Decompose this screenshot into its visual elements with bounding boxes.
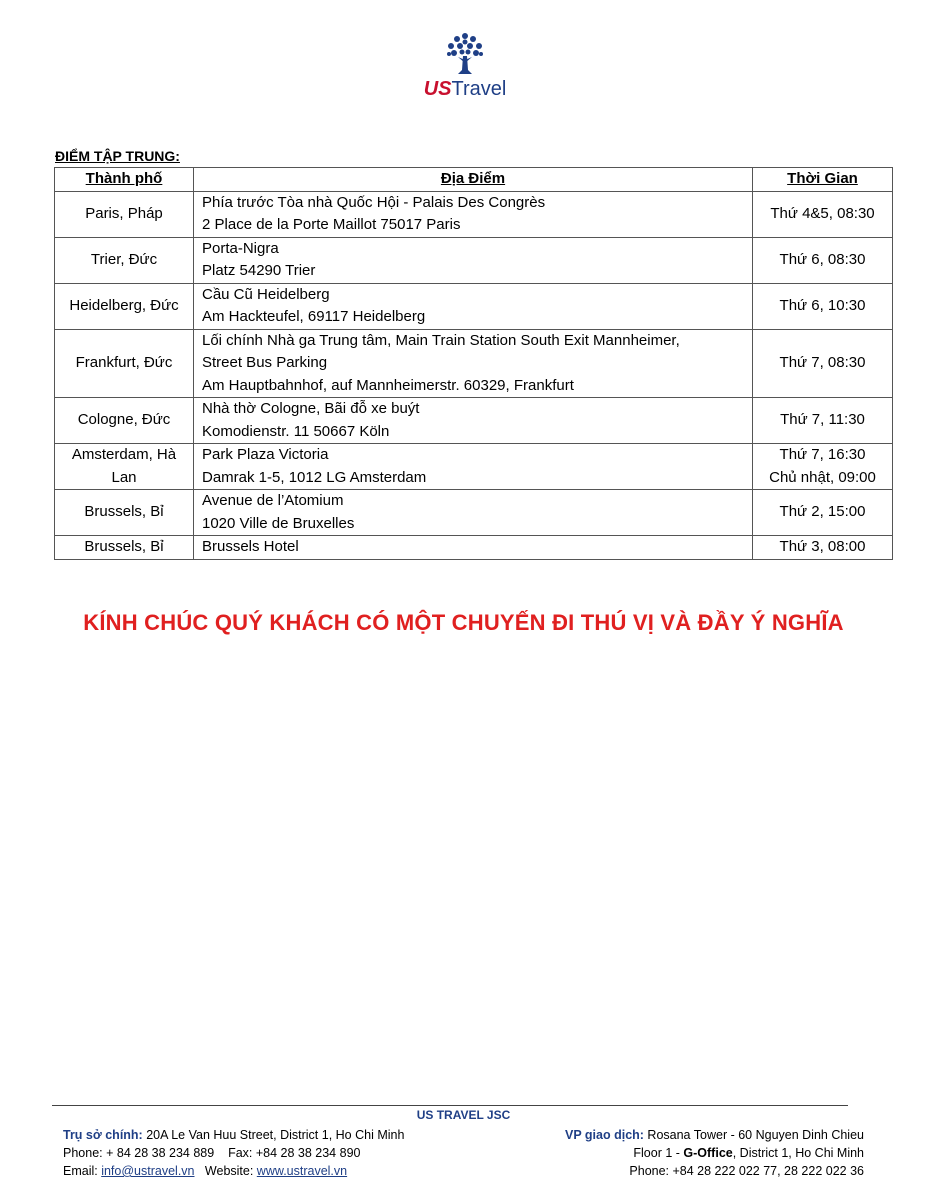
city-cell [55, 283, 194, 329]
table-row [55, 237, 893, 283]
website-link[interactable]: www.ustravel.vn [256, 1164, 348, 1178]
city-cell [55, 329, 194, 398]
logo-us-text: US [423, 78, 452, 100]
city-cell-line: Frankfurt, Đức [75, 354, 173, 371]
place-cell [194, 490, 753, 536]
table-row [55, 536, 893, 560]
time-cell-line: Thứ 2, 15:00 [779, 503, 866, 521]
table-row [55, 490, 893, 536]
place-cell-line: Platz 54290 Trier [202, 262, 316, 279]
city-cell [55, 398, 194, 444]
email-link[interactable]: info@ustravel.vn [101, 1164, 195, 1178]
place-cell [194, 191, 753, 237]
place-cell [194, 444, 753, 490]
closing-wish: KÍNH CHÚC QUÝ KHÁCH CÓ MỘT CHUYẾN ĐI THÚ VỊ VÀ ĐẦY Ý NGHĨA [83, 610, 844, 635]
website-label: Website: [194, 1164, 257, 1178]
time-cell-line: Chủ nhật, 09:00 [769, 468, 876, 486]
place-cell-line: Komodienstr. 11 50667 Köln [202, 422, 390, 440]
table-row [55, 191, 893, 237]
time-cell [753, 490, 893, 536]
head-office-label: Trụ sở chính: [63, 1128, 143, 1142]
city-cell [55, 444, 194, 490]
place-cell-line: Am Hackteufel, 69117 Heidelberg [202, 308, 426, 325]
footer-company: US TRAVEL JSC [416, 1108, 511, 1122]
place-cell-line: Phía trước Tòa nhà Quốc Hội - Palais Des Congrès [202, 193, 546, 211]
table-row [55, 398, 893, 444]
us-travel-logo [410, 30, 520, 102]
table-row [55, 283, 893, 329]
time-cell [753, 237, 893, 283]
city-cell-line: Cologne, Đức [77, 411, 171, 429]
trading-office-phone: Phone: +84 28 222 022 77, 28 222 022 36 [629, 1164, 864, 1178]
place-cell-line: Nhà thờ Cologne, Bãi đỗ xe buýt [202, 400, 420, 417]
city-cell [55, 490, 194, 536]
time-cell [753, 398, 893, 444]
time-cell [753, 329, 893, 398]
city-cell-line: Heidelberg, Đức [69, 296, 179, 314]
place-cell [194, 536, 753, 560]
place-cell [194, 329, 753, 398]
footer-head-office [63, 1126, 404, 1180]
time-cell-line: Thứ 4&5, 08:30 [770, 204, 875, 222]
city-cell [55, 536, 194, 560]
place-cell-line: Am Hauptbahnhof, auf Mannheimerstr. 60329, Frankfurt [202, 376, 574, 394]
header-time: Thời Gian [753, 168, 893, 192]
floor-suffix: , District 1, Ho Chi Minh [732, 1146, 864, 1160]
place-cell-line: Brussels Hotel [202, 538, 299, 555]
place-cell-line: Lối chính Nhà ga Trung tâm, Main Train Station South Exit Mannheimer, [202, 331, 680, 349]
place-cell [194, 398, 753, 444]
floor-prefix: Floor 1 - [633, 1146, 684, 1160]
head-office-line [63, 1126, 404, 1144]
trading-office-label: VP giao dịch: [565, 1128, 644, 1142]
city-cell-line: Brussels, Bỉ [84, 503, 164, 521]
time-cell [753, 536, 893, 560]
city-cell [55, 191, 194, 237]
head-office-address: 20A Le Van Huu Street, District 1, Ho Chi Minh [142, 1128, 405, 1142]
email-label: Email: [63, 1164, 102, 1178]
time-cell-line: Thứ 7, 11:30 [780, 411, 865, 429]
city-cell-line: Amsterdam, Hà [71, 446, 177, 463]
time-cell-line: Thứ 7, 08:30 [779, 354, 866, 371]
time-cell [753, 444, 893, 490]
tree-logo-icon [442, 30, 488, 76]
time-cell [753, 283, 893, 329]
header-place: Địa Điểm [194, 168, 753, 192]
place-cell-line: Damrak 1-5, 1012 LG Amsterdam [202, 468, 427, 486]
trading-office-address: Rosana Tower - 60 Nguyen Dinh Chieu [643, 1128, 864, 1142]
footer-divider [52, 1105, 848, 1106]
table-row [55, 444, 893, 490]
place-cell-line: 2 Place de la Porte Maillot 75017 Paris [202, 216, 461, 233]
time-cell-line: Thứ 3, 08:00 [779, 538, 866, 555]
place-cell [194, 283, 753, 329]
time-cell [753, 191, 893, 237]
city-cell-line: Paris, Pháp [85, 204, 163, 222]
section-title: ĐIỂM TẬP TRUNG: [55, 148, 180, 164]
time-cell-line: Thứ 6, 10:30 [779, 296, 866, 314]
logo-wordmark [410, 78, 520, 100]
meeting-points-table [54, 167, 893, 560]
time-cell-line: Thứ 7, 16:30 [779, 446, 866, 463]
table-header-row [55, 168, 893, 192]
time-cell-line: Thứ 6, 08:30 [779, 250, 866, 268]
city-cell-line: Lan [111, 468, 137, 486]
city-cell [55, 237, 194, 283]
trading-office-line [565, 1126, 864, 1144]
place-cell-line: Avenue de l’Atomium [202, 492, 344, 509]
city-cell-line: Brussels, Bỉ [84, 538, 164, 555]
trading-office-floor [565, 1144, 864, 1162]
logo-travel-text: Travel [451, 78, 507, 100]
footer-trading-office [565, 1126, 864, 1180]
place-cell-line: Porta-Nigra [202, 239, 279, 257]
contact-line [63, 1162, 404, 1180]
city-cell-line: Trier, Đức [90, 250, 158, 268]
place-cell-line: 1020 Ville de Bruxelles [202, 514, 355, 532]
floor-office-name: G-Office [683, 1146, 733, 1160]
place-cell-line: Cầu Cũ Heidelberg [202, 285, 330, 303]
head-office-phone: Phone: + 84 28 38 234 889 Fax: +84 28 38 234 890 [63, 1146, 361, 1160]
place-cell-line: Park Plaza Victoria [202, 446, 329, 463]
place-cell-line: Street Bus Parking [202, 354, 328, 371]
header-city: Thành phố [55, 168, 194, 192]
table-row [55, 329, 893, 398]
place-cell [194, 237, 753, 283]
